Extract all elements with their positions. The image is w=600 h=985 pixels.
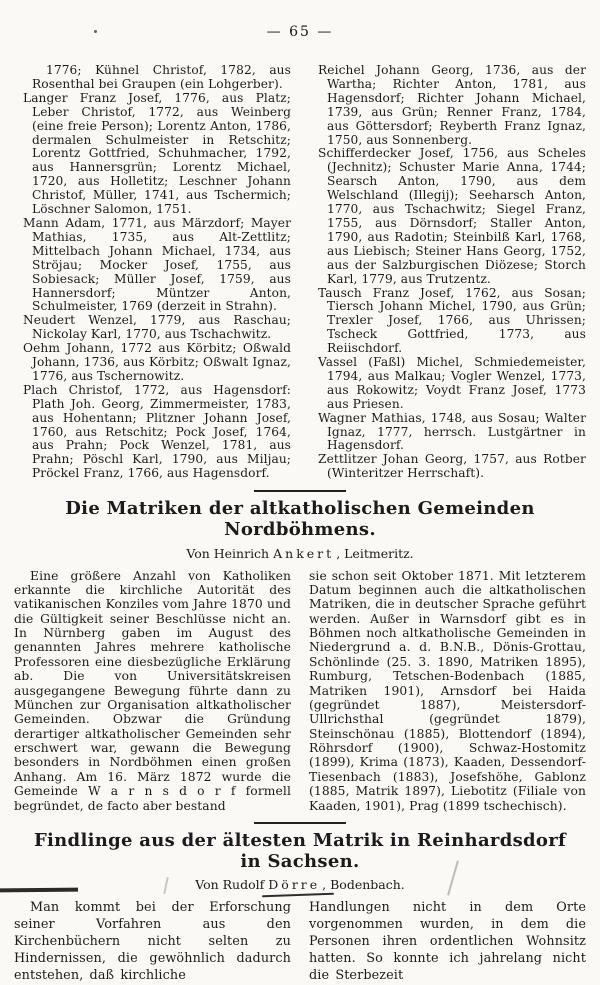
article-right-column: [309, 569, 586, 813]
byline-suffix: , Bodenbach.: [322, 877, 405, 893]
name-list-right-column: [309, 64, 586, 481]
article-matriken: [14, 499, 586, 813]
name-entry: Langer Franz Josef, 1776, aus Platz; Leber Christof, 1772, aus Weinberg (eine freie Person); Lorentz Anton, 1786, dermalen Schulmeister in Retschitz; Lorentz Gottfried, Schuhmacher, 1792, aus Hannersgrün; Lorentz Michael, 1720, aus Holletitz; Leschner Johann Christof, Müller, 1741, aus Tschermich; Löschner Salomon, 1751.: [23, 90, 291, 217]
section-divider-rule: [254, 822, 346, 824]
article-left-column: [14, 900, 291, 984]
article-title: Die Matriken der altkatholischen Gemeinden Nordböhmens.: [65, 498, 535, 540]
name-list-section: [14, 64, 586, 481]
article-byline: [14, 877, 586, 892]
article-title-line1: Findlinge aus der ältesten Matrik in Reinhardsdorf: [33, 829, 567, 851]
name-entry: Zettlitzer Johan Georg, 1757, aus Rotber (Winteritzer Herrschaft).: [318, 452, 586, 481]
article-findlinge: [14, 831, 586, 985]
name-entry: Schifferdecker Josef, 1756, aus Scheles (Jechnitz); Schuster Marie Anna, 1744; Searsch Anton, 1790, aus dem Welschland (Illegij); Seeharsch Anton, 1770, aus Tschachwitz; Siegel Franz, 1755, aus Dörnsdorf; Staller Anton, 1790, aus Radotin; Steinbilß Karl, 1768, aus Liebisch; Steiner Hans Georg, 1752, aus der Salzburgischen Diözese; Storch Karl, 1779, aus Trutzentz.: [318, 146, 586, 286]
name-list-left-column: [14, 64, 291, 481]
article-byline: [14, 546, 586, 561]
author-name: Ankert: [273, 545, 335, 561]
page-number: — 65 —: [266, 24, 334, 40]
name-entry: Vassel (Faßl) Michel, Schmiedemeister, 1794, aus Malkau; Vogler Wenzel, 1773, aus Rokowitz; Voydt Franz Josef, 1773 aus Priesen.: [318, 355, 586, 411]
byline-prefix: Von Heinrich: [186, 545, 270, 561]
article-paragraph: Man kommt bei der Erforschung seiner Vorfahren aus den Kirchenbüchern nicht selten zu Hindernissen, die gewöhnlich dadurch entstehen, daß kirchliche: [14, 900, 291, 983]
name-entry: Wagner Mathias, 1748, aus Sosau; Walter Ignaz, 1777, herrsch. Lustgärtner in Hagensdorf.: [318, 410, 586, 453]
article-left-column: [14, 569, 291, 813]
author-name: Dörre: [268, 877, 321, 893]
byline-suffix: , Leitmeritz.: [336, 545, 414, 561]
byline-prefix: Von Rudolf: [195, 877, 265, 893]
article-paragraph: Eine größere Anzahl von Katholiken erkannte die kirchliche Autorität des vatikanischen Konziles vom Jahre 1870 und die Gültigkeit seiner Beschlüsse nicht an. In Nürnberg gaben im August des genannten Jahres mehrere katholische Professoren eine diesbezügliche Erklärung ab. Die von Universitätskreisen ausgegangene Bewegung führte dann zu München zur Organisation altkatholischer Gemeinden. Obzwar die Gründung derartiger altkatholischer Gemeinden sehr erschwert war, gewann die Bewegung besonders in Nordböhmen einen großen Anhang. Am 16. März 1872 wurde die Gemeinde W a r n s d o r f formell begründet, de facto aber bestand: [14, 568, 291, 813]
section-divider-rule: [254, 490, 346, 492]
article-columns: [14, 569, 586, 813]
article-title-line2: in Sachsen.: [240, 850, 360, 872]
article-paragraph: Handlungen nicht in dem Orte vorgenommen wurden, in dem die Personen ihren ordentlichen Wohnsitz hatten. So konnte ich jahrelang nicht die Sterbezeit: [309, 900, 586, 983]
article-title: [14, 831, 586, 872]
name-entry: Plach Christof, 1772, aus Hagensdorf: Plath Joh. Georg, Zimmermeister, 1783, aus Hohentann; Plitzner Johann Josef, 1760, aus Retschitz; Pock Josef, 1764, aus Prahn; Pock Wenzel, 1781, aus Prahn; Pöschl Karl, 1790, aus Miljau; Pröckel Franz, 1766, aus Hagensdorf.: [23, 382, 291, 481]
article-columns: [14, 900, 586, 984]
name-entry: Oehm Johann, 1772 aus Körbitz; Oßwald Johann, 1736, aus Körbitz; Oßwalt Ignaz, 1776, aus Tschernowitz.: [23, 341, 291, 383]
name-entry: Tausch Franz Josef, 1762, aus Sosan; Tiersch Johann Michel, 1790, aus Grün; Trexler Josef, 1766, aus Uhrissen; Tscheck Gottfried, 1773, aus Reiischdorf.: [318, 285, 586, 356]
name-entry: 1776; Kühnel Christof, 1782, aus Rosenthal bei Graupen (ein Lohgerber).: [32, 63, 291, 91]
article-right-column: [309, 900, 586, 984]
name-entry: Mann Adam, 1771, aus Märzdorf; Mayer Mathias, 1735, aus Alt-Zettlitz; Mittelbach Johann Michael, 1734, aus Ströjau; Mocker Josef, 1755, aus Sobiesack; Müller Josef, 1759, aus Hannersdorf; Müntzer Anton, Schulmeister, 1769 (derzeit in Strahn).: [23, 215, 291, 314]
name-entry: Neudert Wenzel, 1779, aus Raschau; Nickolay Karl, 1770, aus Tschachwitz.: [23, 313, 291, 342]
name-entry: Reichel Johann Georg, 1736, aus der Wartha; Richter Anton, 1781, aus Hagensdorf; Richter Johann Michael, 1739, aus Grün; Renner Franz, 1784, aus Göttersdorf; Reyberth Franz Ignaz, 1750, aus Sonnenberg.: [318, 63, 586, 147]
article-paragraph: sie schon seit Oktober 1871. Mit letzterem Datum beginnen auch die altkatholischen Matriken, die in deutscher Sprache geführt werden. Außer in Warnsdorf gibt es in Böhmen noch altkatholische Gemeinden in Niedergrund a. d. B.N.B., Dönis-Grottau, Schönlinde (25. 3. 1890, Matriken 1895), Rumburg, Tetschen-Bodenbach (1885, Matriken 1901), Arnsdorf bei Haida (gegründet 1887), Meistersdorf-Ullrichsthal (gegründet 1879), Steinschönau (1885), Blottendorf (1894), Röhrsdorf (1900), Schwaz-Hostomitz (1899), Krima (1873), Kaaden, Dessendorf-Tiesenbach (1883), Josefshöhe, Gablonz (1885, Matrik 1897), Liebotitz (Filiale von Kaaden, 1901), Prag (1899 tschechisch).: [309, 568, 586, 813]
